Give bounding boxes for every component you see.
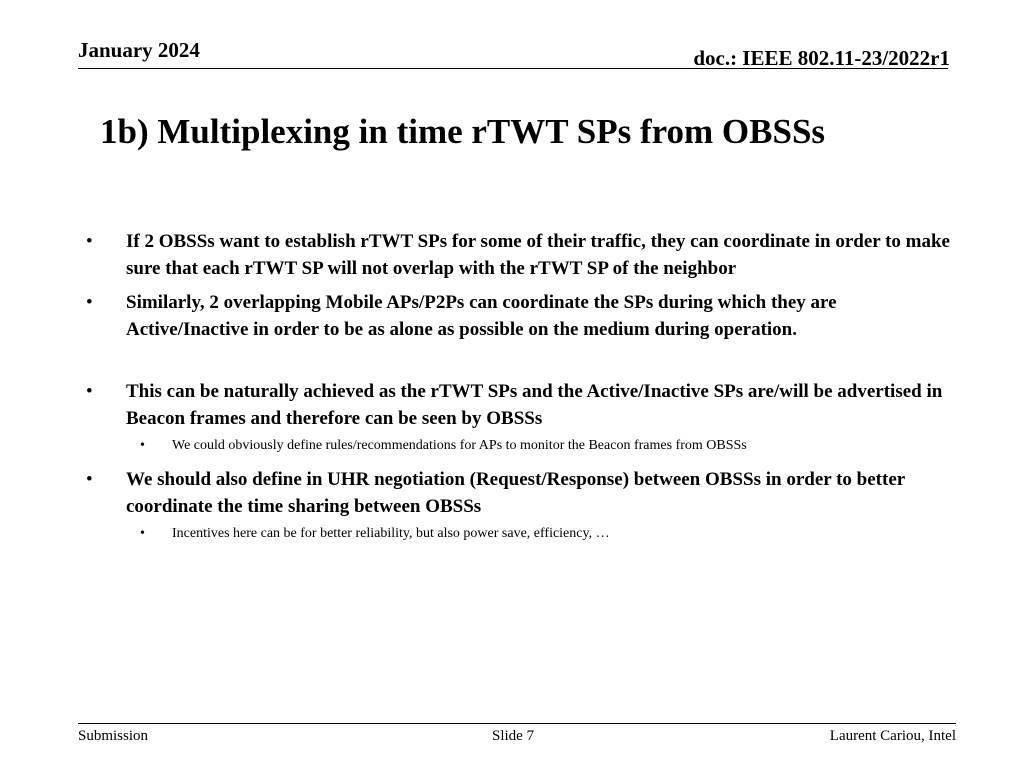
bullet-item <box>86 466 956 520</box>
bullet-text: This can be naturally achieved as the rTWT SPs and the Active/Inactive SPs are/will be advertised in Beacon frames and therefore can be seen by OBSSs <box>126 381 943 429</box>
footer-divider <box>78 723 956 724</box>
bullet-item <box>86 289 956 343</box>
bullet-glyph: • <box>86 231 93 252</box>
bullet-text: Similarly, 2 overlapping Mobile APs/P2Ps can coordinate the SPs during which they are Active/Inactive in order to be as alone as possible on the medium during operation. <box>126 292 837 340</box>
bullet-glyph: • <box>140 526 145 541</box>
document-id: doc.: IEEE 802.11-23/2022r1 <box>693 46 950 70</box>
footer-author: Laurent Cariou, Intel <box>829 728 956 744</box>
spacer <box>86 282 956 289</box>
spacer <box>86 456 956 466</box>
bullet-item <box>86 378 956 432</box>
sub-bullet-text: We could obviously define rules/recommendations for APs to monitor the Beacon frames from OBSSs <box>172 438 747 453</box>
spacer <box>86 343 956 378</box>
sub-bullet-item <box>86 436 956 456</box>
footer-submission: Submission <box>78 728 149 744</box>
bullet-text: We should also define in UHR negotiation (Request/Response) between OBSSs in order to better coordinate the time sharing between OBSSs <box>126 469 905 517</box>
sub-bullet-item <box>86 524 956 544</box>
bullet-glyph: • <box>86 292 93 313</box>
slide-title: 1b) Multiplexing in time rTWT SPs from OBSSs <box>100 112 826 151</box>
bullet-glyph: • <box>86 469 93 490</box>
bullet-item <box>86 228 956 282</box>
header-divider <box>78 68 948 69</box>
sub-bullet-text: Incentives here can be for better reliability, but also power save, efficiency, … <box>172 526 610 541</box>
slide-number: Slide 7 <box>492 728 535 744</box>
bullet-glyph: • <box>86 381 93 402</box>
header-date: January 2024 <box>78 38 200 62</box>
bullet-glyph: • <box>140 438 145 453</box>
bullet-text: If 2 OBSSs want to establish rTWT SPs for some of their traffic, they can coordinate in order to make sure that each rTWT SP will not overlap with the rTWT SP of the neighbor <box>126 231 950 279</box>
bullet-list <box>86 228 956 544</box>
